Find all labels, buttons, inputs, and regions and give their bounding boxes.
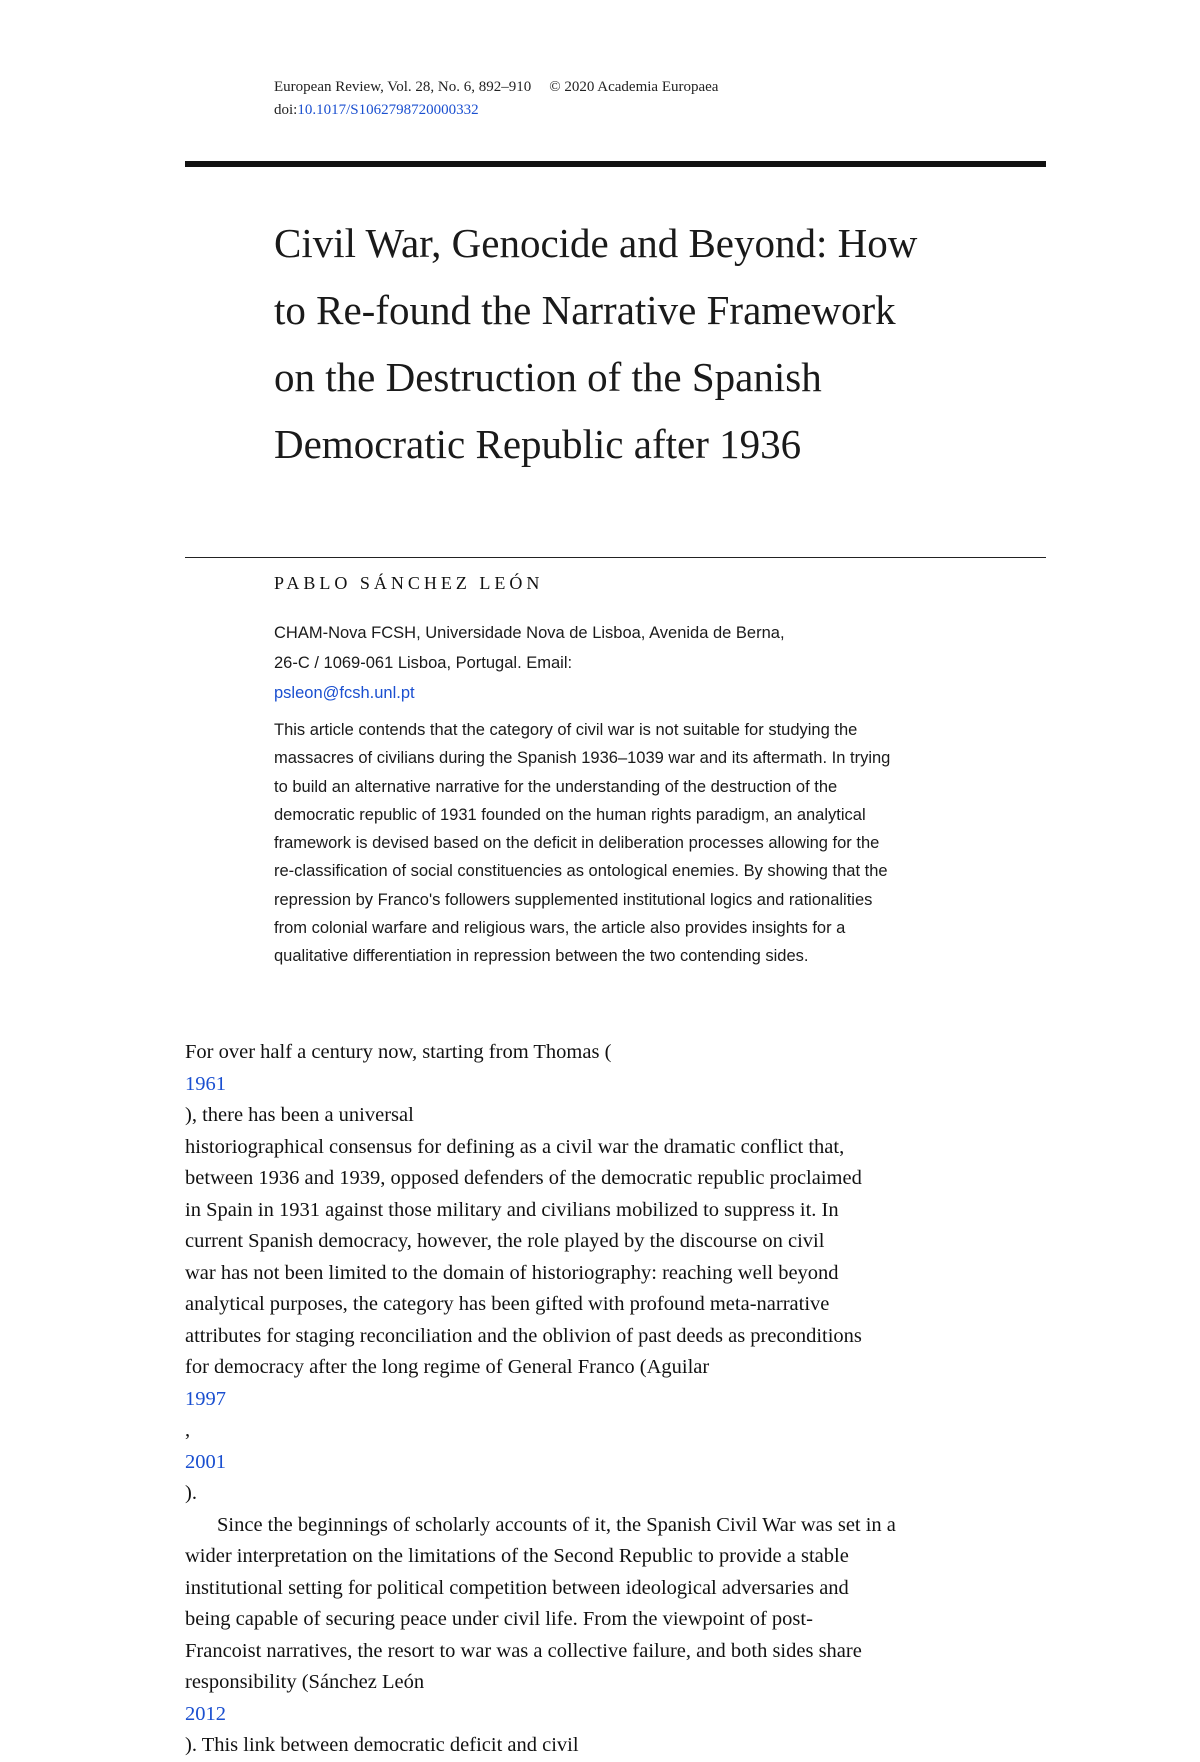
abstract-line: This article contends that the category of civil war is not suitable for studying the xyxy=(274,721,858,739)
body-text: responsibility (Sánchez León xyxy=(185,1671,425,1693)
body-paragraph-1 xyxy=(185,1037,1046,1510)
author-name: PABLO SÁNCHEZ LEÓN xyxy=(274,573,544,593)
title-line: Civil War, Genocide and Beyond: How xyxy=(274,220,918,266)
abstract-line: massacres of civilians during the Spanish 1936–1039 war and its aftermath. In trying xyxy=(274,749,891,768)
citation-line xyxy=(274,76,1034,99)
body-line: Since the beginnings of scholarly accounts of it, the Spanish Civil War was set in a xyxy=(217,1513,896,1536)
doi-link[interactable]: 10.1017/S1062798720000332 xyxy=(297,102,479,118)
citation-link-sanchez-leon-2012[interactable]: 2012 xyxy=(185,1702,226,1725)
abstract-line: repression by Franco's followers supplemented institutional logics and rationalities xyxy=(274,890,873,909)
body-line xyxy=(185,1037,1046,1132)
abstract-line: from colonial warfare and religious wars, the article also provides insights for a xyxy=(274,919,846,938)
body-text: for democracy after the long regime of General Franco (Aguilar xyxy=(185,1356,710,1378)
body-line: Francoist narratives, the resort to war was a collective failure, and both sides share xyxy=(185,1639,862,1662)
citation-link-aguilar-2001[interactable]: 2001 xyxy=(185,1450,226,1473)
body-line: war has not been limited to the domain of historiography: reaching well beyond xyxy=(185,1261,839,1284)
citation-link-thomas-1961[interactable]: 1961 xyxy=(185,1072,226,1095)
body-line xyxy=(185,1352,1046,1510)
body-line: between 1936 and 1939, opposed defenders of the democratic republic proclaimed xyxy=(185,1167,862,1189)
header-rule xyxy=(185,161,1046,167)
affiliation-address: 26-C / 1069-061 Lisboa, Portugal. Email: xyxy=(274,654,573,672)
body-line: institutional setting for political competition between ideological adversaries and xyxy=(185,1576,849,1599)
body-text: , xyxy=(185,1419,191,1441)
body-line: current Spanish democracy, however, the role played by the discourse on civil xyxy=(185,1230,825,1252)
doi-label: doi: xyxy=(274,102,298,118)
body-line: historiographical consensus for defining as a civil war the dramatic conflict that, xyxy=(185,1135,845,1158)
body-line: analytical purposes, the category has been gifted with profound meta-narrative xyxy=(185,1293,830,1315)
article-title xyxy=(274,210,1054,478)
body-paragraph-2 xyxy=(185,1510,1046,1762)
article-body xyxy=(185,1037,1046,1762)
title-line: on the Destruction of the Spanish xyxy=(274,354,822,400)
abstract-line: democratic republic of 1931 founded on the human rights paradigm, an analytical xyxy=(274,805,866,824)
body-text: ), there has been a universal xyxy=(185,1104,414,1126)
abstract-line: re-classification of social constituencies as ontological enemies. By showing that the xyxy=(274,862,888,881)
author-affiliation xyxy=(274,618,1034,708)
body-line: wider interpretation on the limitations of the Second Republic to provide a stable xyxy=(185,1545,849,1567)
body-line: attributes for staging reconciliation and the oblivion of past deeds as preconditions xyxy=(185,1324,862,1347)
abstract xyxy=(274,716,1046,971)
body-text: For over half a century now, starting from Thomas ( xyxy=(185,1041,612,1063)
abstract-line: to build an alternative narrative for the understanding of the destruction of the xyxy=(274,777,838,796)
title-divider xyxy=(185,557,1046,558)
journal-citation: European Review, Vol. 28, No. 6, 892–910 xyxy=(274,79,532,95)
body-line xyxy=(185,1667,1046,1762)
body-text: ). This link between democratic deficit and civil xyxy=(185,1734,579,1756)
title-line: to Re-found the Narrative Framework xyxy=(274,287,896,333)
abstract-line: framework is devised based on the deficit in deliberation processes allowing for the xyxy=(274,834,880,853)
body-line: being capable of securing peace under civil life. From the viewpoint of post- xyxy=(185,1608,813,1630)
doi-line xyxy=(274,99,1034,122)
body-line: in Spain in 1931 against those military and civilians mobilized to suppress it. In xyxy=(185,1198,839,1221)
title-line: Democratic Republic after 1936 xyxy=(274,421,802,467)
body-text: ). xyxy=(185,1482,197,1504)
affiliation-line: CHAM-Nova FCSH, Universidade Nova de Lisboa, Avenida de Berna, xyxy=(274,624,785,642)
journal-masthead xyxy=(274,76,1034,122)
abstract-line: qualitative differentiation in repression between the two contending sides. xyxy=(274,947,809,966)
email-link[interactable]: psleon@fcsh.unl.pt xyxy=(274,684,415,702)
copyright-notice: © 2020 Academia Europaea xyxy=(549,79,719,95)
citation-link-aguilar-1997[interactable]: 1997 xyxy=(185,1387,226,1410)
affiliation-line xyxy=(274,648,1034,708)
